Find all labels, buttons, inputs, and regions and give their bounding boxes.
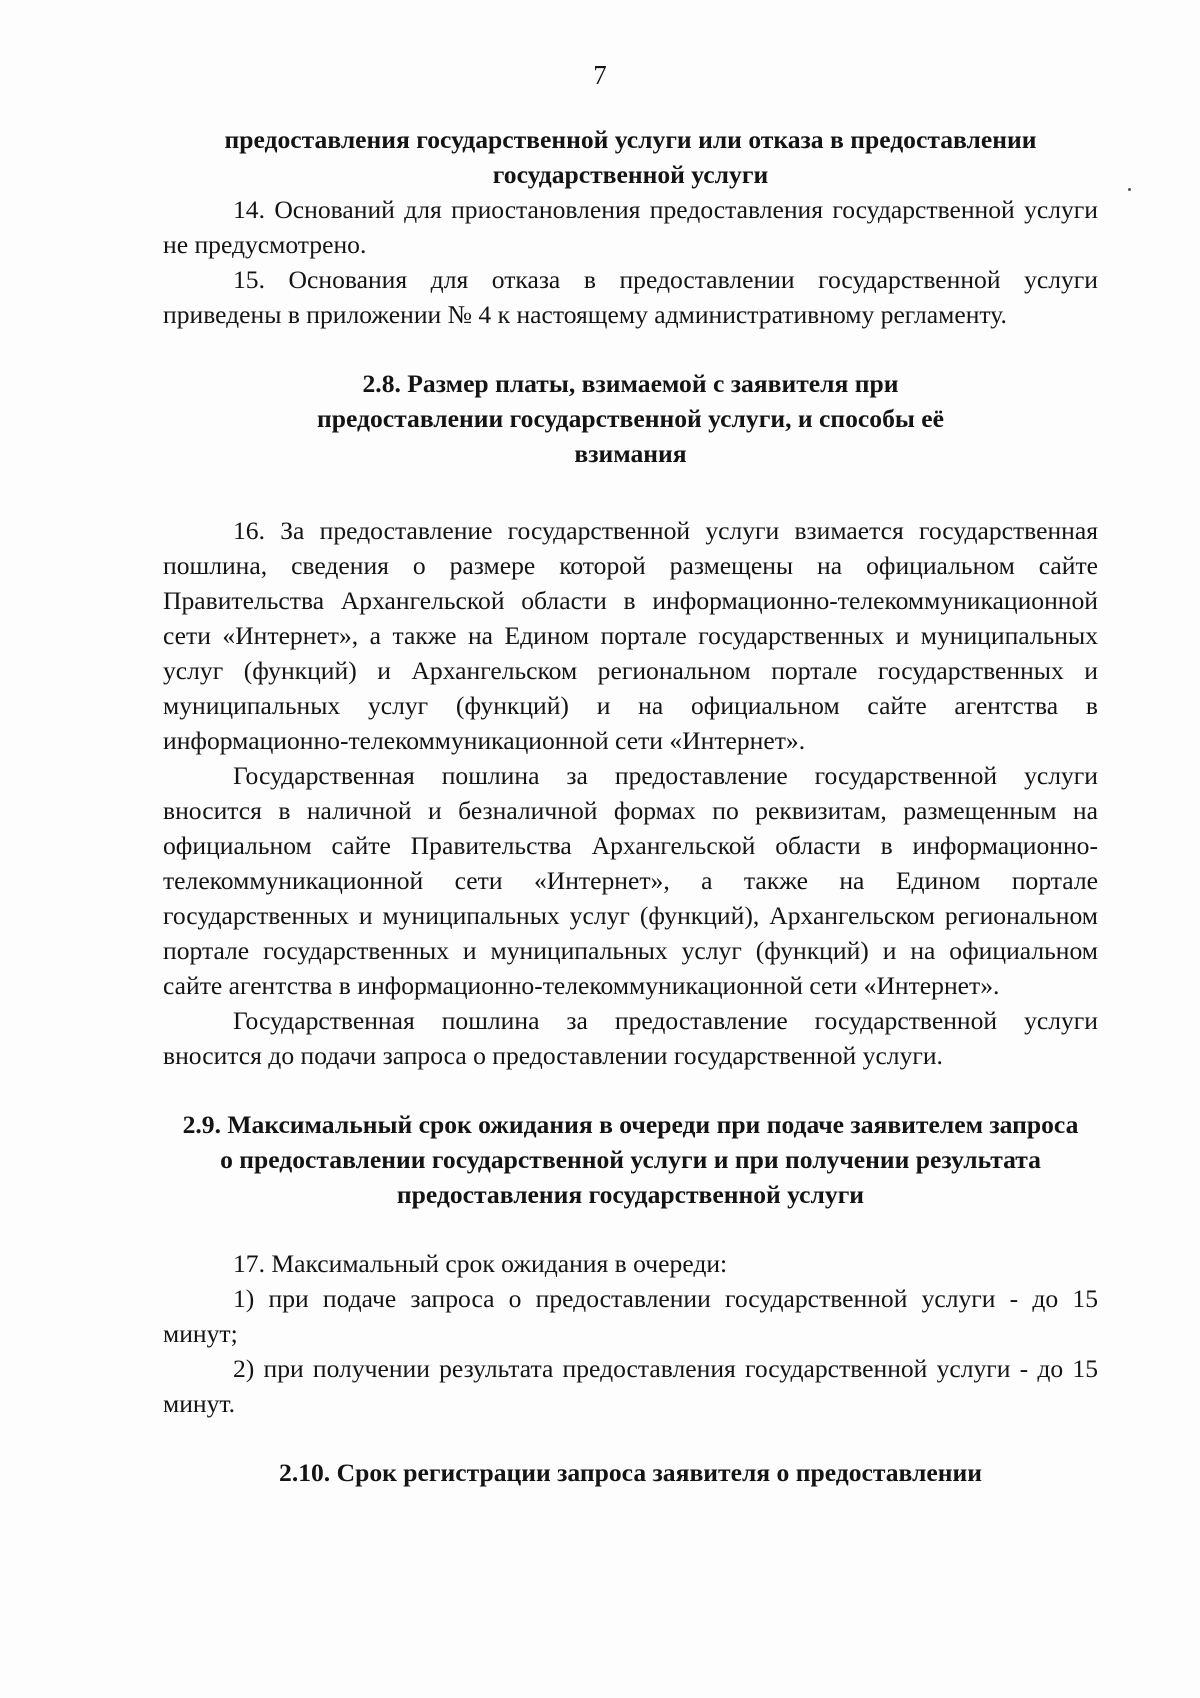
paragraph-16-c: Государственная пошлина за предоставление государственной услуги вносится до подачи запроса о предоставлении государственной услуги.	[163, 1006, 1098, 1070]
paragraph-16: 16. За предоставление государственной услуги взимается государственная пошлина, сведения о размере которой размещены на официальном сайте Правительства Архангельской области в информационно-телекоммуникационной сети «Интернет», а также на Едином портале государственных и муниципальных услуг (функций) и Архангельском региональном портале государственных и муниципальных услуг (функций) и на официальном сайте агентства в информационно-телекоммуникационной сети «Интернет».	[163, 516, 1098, 755]
document-body	[163, 122, 1098, 1490]
scan-speck	[1128, 188, 1131, 191]
section-2-8-heading: 2.8. Размер платы, взимаемой с заявителя при предоставлении государственной услуги, и способы её взимания	[317, 369, 944, 468]
paragraph-17: 17. Максимальный срок ожидания в очереди:	[233, 1249, 728, 1278]
page-number: 7	[593, 60, 607, 90]
paragraph-17-2: 2) при получении результата предоставления государственной услуги - до 15 минут.	[163, 1354, 1098, 1418]
paragraph-16-b: Государственная пошлина за предоставление государственной услуги вносится в наличной и безналичной формах по реквизитам, размещенным на официальном сайте Правительства Архангельской области в информационно-телекоммуникационной сети «Интернет», а также на Едином портале государственных и муниципальных услуг (функций), Архангельском региональном портале государственных и муниципальных услуг (функций) и на официальном сайте агентства в информационно-телекоммуникационной сети «Интернет».	[163, 761, 1098, 1000]
section-2-10-heading: 2.10. Срок регистрации запроса заявителя о предоставлении	[279, 1458, 982, 1487]
heading-continued: предоставления государственной услуги или отказа в предоставлении государственной услуги	[224, 125, 1037, 189]
paragraph-14: 14. Оснований для приостановления предоставления государственной услуги не предусмотрено.	[163, 195, 1098, 259]
section-2-9-heading: 2.9. Максимальный срок ожидания в очереди при подаче заявителем запроса о предоставлении государственной услуги и при получении результата предоставления государственной услуги	[182, 1110, 1079, 1209]
paragraph-15: 15. Основания для отказа в предоставлении государственной услуги приведены в приложении № 4 к настоящему административному регламенту.	[163, 265, 1098, 329]
paragraph-17-1: 1) при подаче запроса о предоставлении государственной услуги - до 15 минут;	[163, 1284, 1098, 1348]
